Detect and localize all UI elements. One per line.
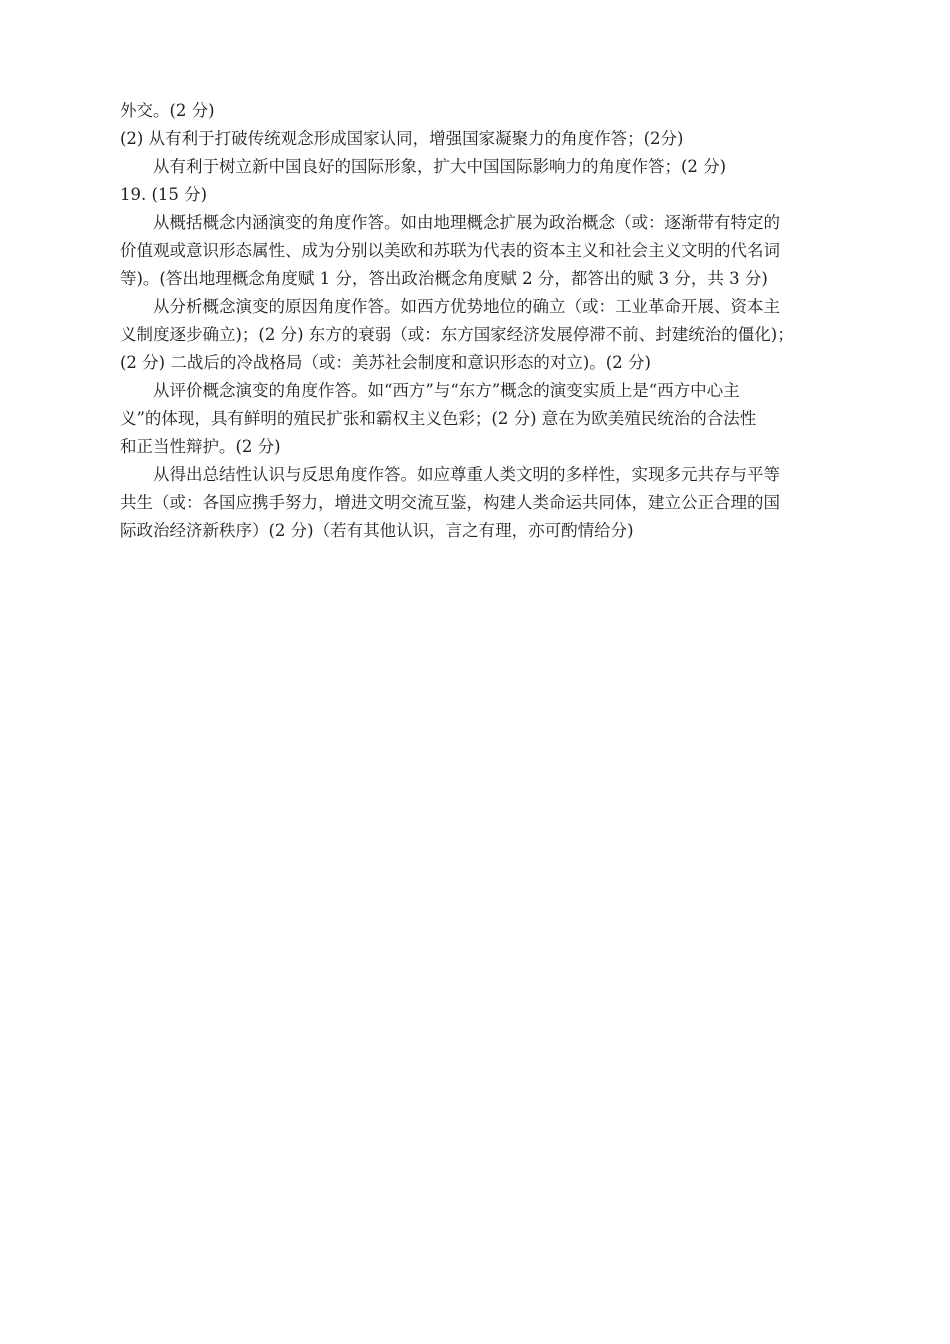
- text-line: 等)。(答出地理概念角度赋 1 分，答出政治概念角度赋 2 分，都答出的赋 3 分，共 3 分): [120, 269, 768, 288]
- text-line: 从分析概念演变的原因角度作答。如西方优势地位的确立（或：工业革命开展、资本主: [153, 297, 780, 316]
- text-line: 际政治经济新秩序）(2 分)（若有其他认识，言之有理，亦可酌情给分): [120, 521, 634, 540]
- text-line: (2) 从有利于打破传统观念形成国家认同，增强国家凝聚力的角度作答；(2分): [120, 129, 684, 148]
- text-line: 从评价概念演变的角度作答。如“西方”与“东方”概念的演变实质上是“西方中心主: [153, 381, 740, 400]
- question-number: 19. (15 分): [120, 185, 208, 204]
- text-line: 从概括概念内涵演变的角度作答。如由地理概念扩展为政治概念（或：逐渐带有特定的: [153, 213, 780, 232]
- text-line: 共生（或：各国应携手努力，增进文明交流互鉴，构建人类命运共同体，建立公正合理的国: [120, 493, 780, 512]
- text-line: 价值观或意识形态属性、成为分别以美欧和苏联为代表的资本主义和社会主义文明的代名词: [120, 241, 780, 260]
- text-line: 从有利于树立新中国良好的国际形象，扩大中国国际影响力的角度作答；(2 分): [153, 157, 727, 176]
- text-line: 从得出总结性认识与反思角度作答。如应尊重人类文明的多样性，实现多元共存与平等: [153, 465, 780, 484]
- answer-text-block: [120, 97, 830, 545]
- text-line: 和正当性辩护。(2 分): [120, 437, 281, 456]
- text-line: 义”的体现，具有鲜明的殖民扩张和霸权主义色彩；(2 分) 意在为欧美殖民统治的合法性: [120, 409, 757, 428]
- text-line: 外交。(2 分): [120, 101, 215, 120]
- text-line: 义制度逐步确立)；(2 分) 东方的衰弱（或：东方国家经济发展停滞不前、封建统治的僵化)；: [120, 325, 794, 344]
- text-line: (2 分) 二战后的冷战格局（或：美苏社会制度和意识形态的对立)。(2 分): [120, 353, 651, 372]
